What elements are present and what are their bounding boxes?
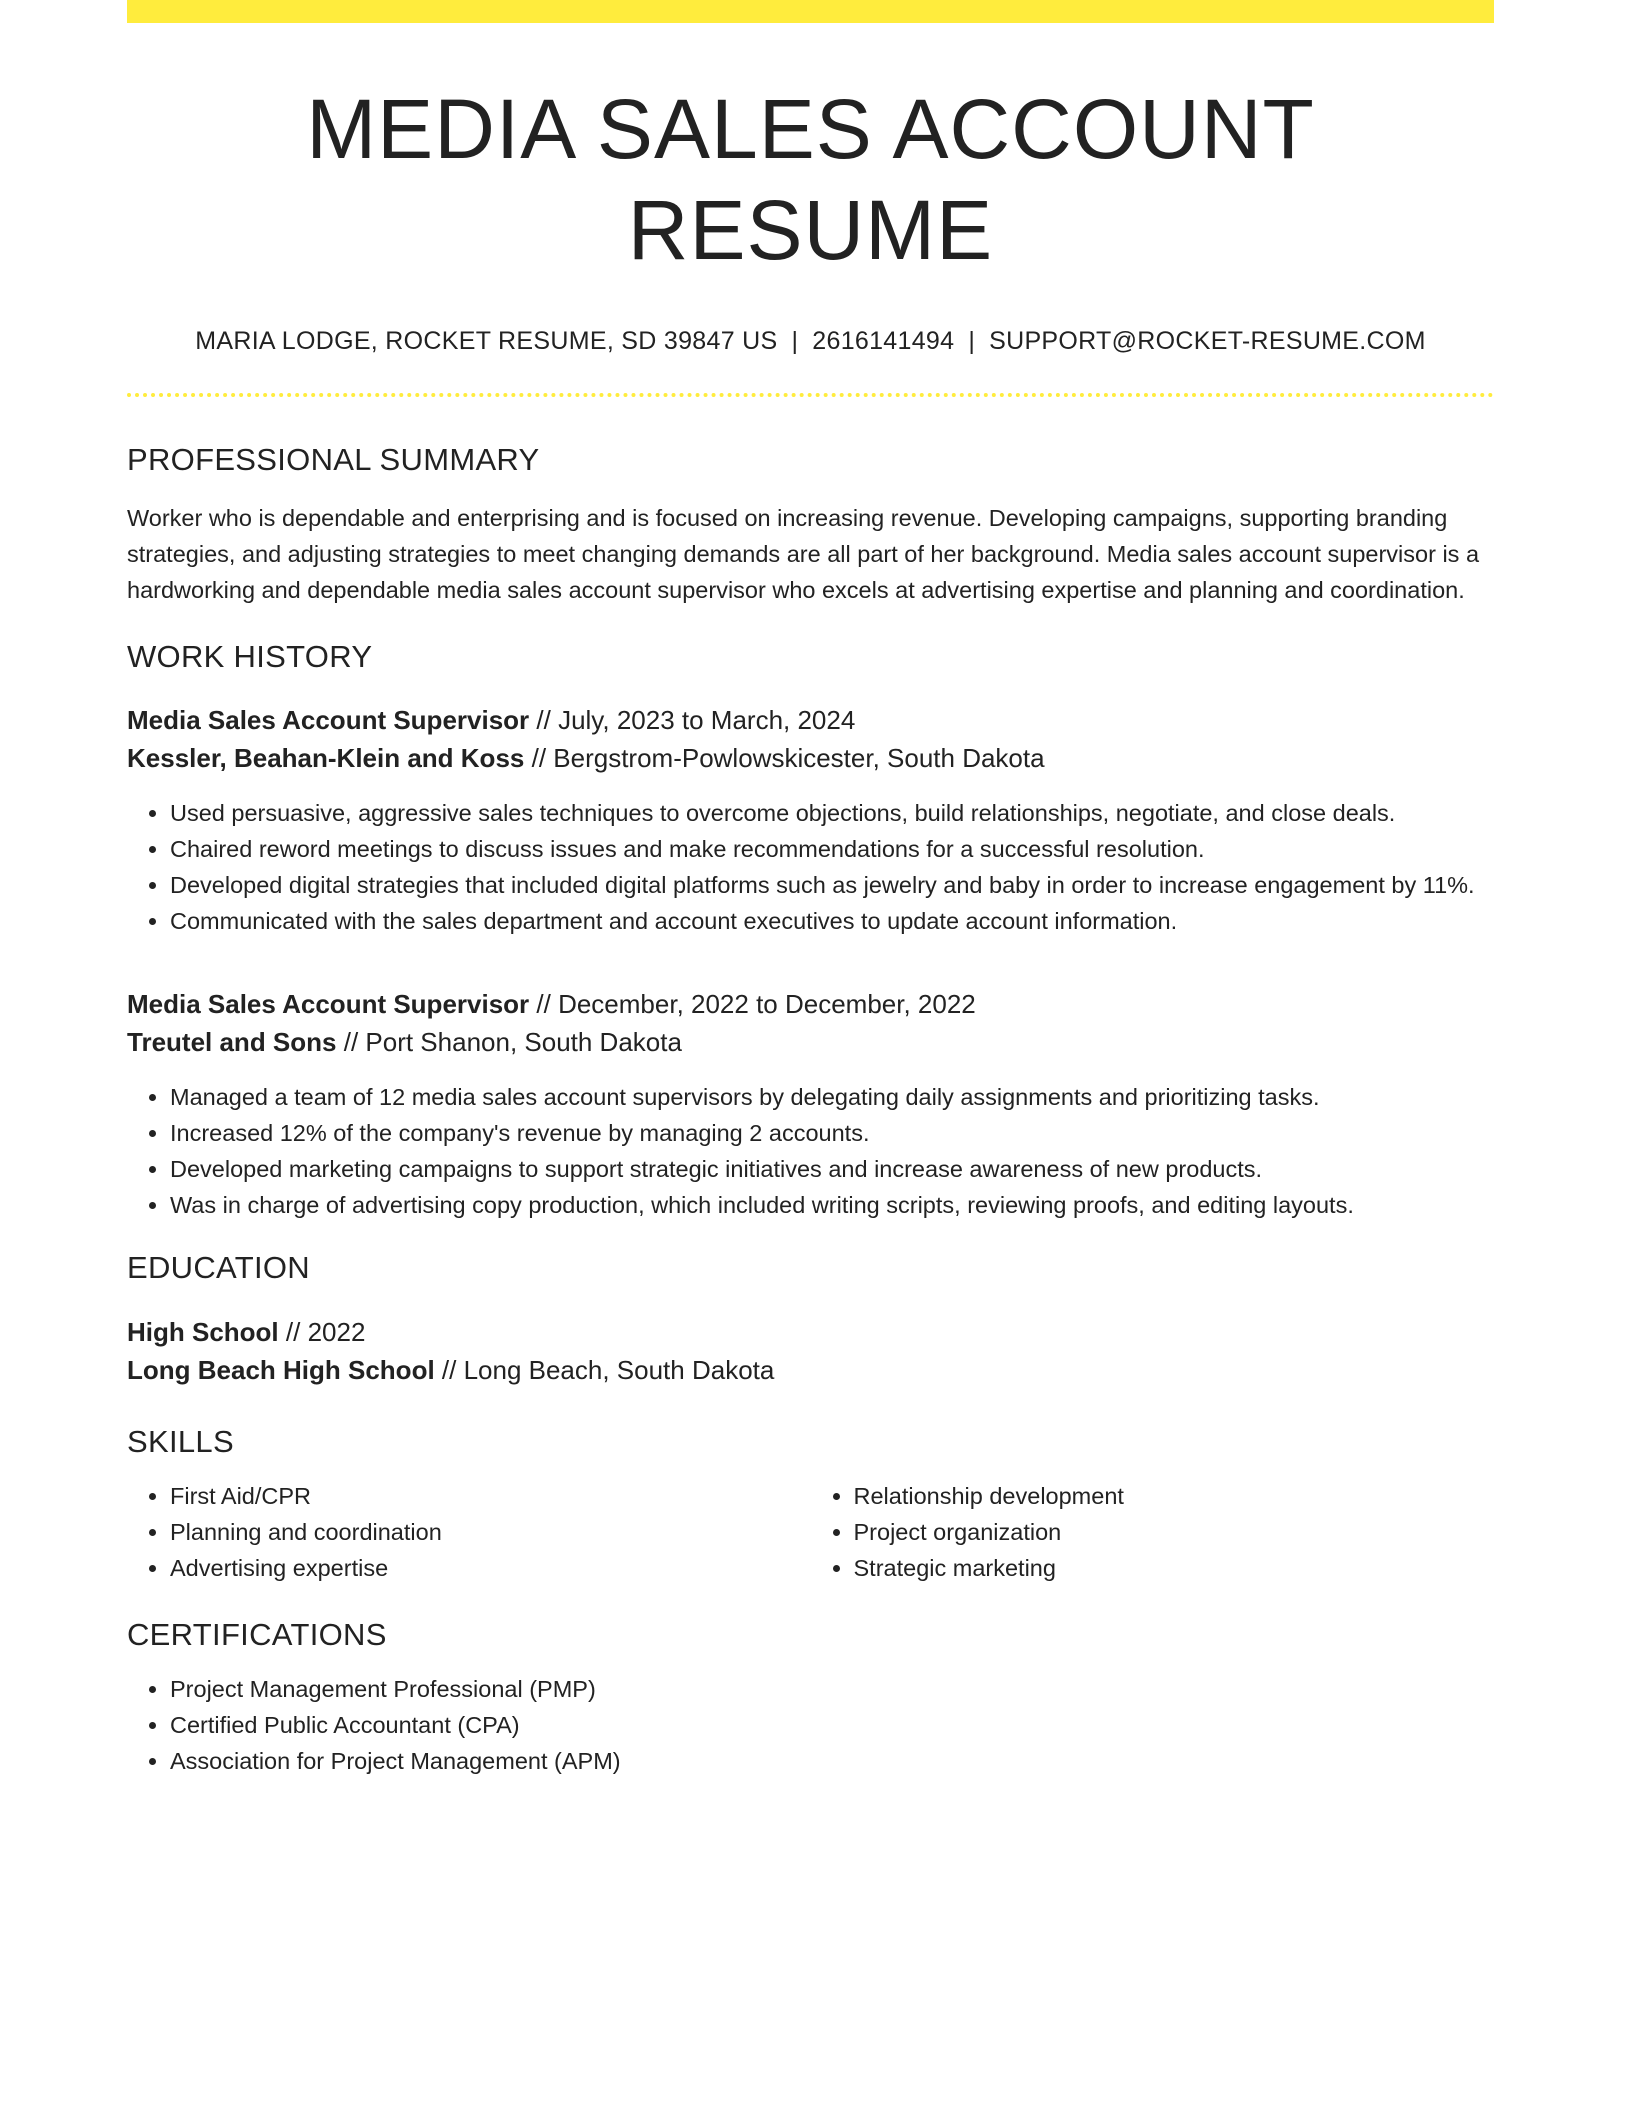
list-item: • Project Management Professional (PMP) bbox=[170, 1671, 1494, 1707]
contact-email: SUPPORT@ROCKET-RESUME.COM bbox=[989, 326, 1426, 355]
job-entry bbox=[127, 985, 1494, 1223]
contact-separator: | bbox=[791, 326, 799, 355]
list-item: • Used persuasive, aggressive sales techniques to overcome objections, build relationships, negotiate, and close deals. bbox=[170, 795, 1494, 831]
certifications-list bbox=[127, 1671, 1494, 1779]
list-item: • Managed a team of 12 media sales account supervisors by delegating daily assignments and prioritizing tasks. bbox=[170, 1079, 1494, 1115]
list-item: • Developed marketing campaigns to support strategic initiatives and increase awareness of new products. bbox=[170, 1151, 1494, 1187]
job-bullets bbox=[127, 1079, 1494, 1223]
list-item: • Communicated with the sales department and account executives to update account information. bbox=[170, 903, 1494, 939]
job-title-line bbox=[127, 985, 1494, 1023]
accent-top-bar bbox=[127, 0, 1494, 23]
list-item: • Increased 12% of the company's revenue by managing 2 accounts. bbox=[170, 1115, 1494, 1151]
job-location: // Bergstrom-Powlowskicester, South Dakota bbox=[524, 743, 1045, 774]
job-title: Media Sales Account Supervisor bbox=[127, 705, 530, 736]
list-item: • Certified Public Accountant (CPA) bbox=[170, 1707, 1494, 1743]
list-item: • Chaired reword meetings to discuss issues and make recommendations for a successful resolution. bbox=[170, 831, 1494, 867]
school-location: // Long Beach, South Dakota bbox=[434, 1354, 775, 1385]
school-line bbox=[127, 1351, 1494, 1389]
job-company: Treutel and Sons bbox=[127, 1027, 337, 1058]
skills-heading: SKILLS bbox=[127, 1423, 234, 1459]
certifications-heading: CERTIFICATIONS bbox=[127, 1616, 387, 1652]
summary-heading: PROFESSIONAL SUMMARY bbox=[127, 442, 540, 478]
resume-title: MEDIA SALES ACCOUNT RESUME bbox=[306, 82, 1315, 277]
school-name: Long Beach High School bbox=[127, 1354, 435, 1385]
skills-right-column bbox=[811, 1478, 1495, 1586]
degree: High School bbox=[127, 1316, 279, 1347]
list-item: • Developed digital strategies that included digital platforms such as jewelry and baby in order to increase engagement by 11%. bbox=[170, 867, 1494, 903]
job-entry bbox=[127, 701, 1494, 939]
list-item: • Association for Project Management (APM) bbox=[170, 1743, 1494, 1779]
degree-line bbox=[127, 1313, 1494, 1351]
contact-phone: 2616141494 bbox=[812, 326, 955, 355]
job-dates: // December, 2022 to December, 2022 bbox=[529, 989, 976, 1020]
summary-text: Worker who is dependable and enterprising and is focused on increasing revenue. Developing campaigns, supporting branding strategies, and adjusting strategies to meet changing demands are all part of her background. Media sales account supervisor is a hardworking and dependable media sales account supervisor who excels at advertising expertise and planning and coordination. bbox=[127, 505, 1480, 604]
list-item: • Project organization bbox=[854, 1514, 1495, 1550]
list-item: • Strategic marketing bbox=[854, 1550, 1495, 1586]
list-item: • First Aid/CPR bbox=[170, 1478, 811, 1514]
list-item: • Advertising expertise bbox=[170, 1550, 811, 1586]
job-dates: // July, 2023 to March, 2024 bbox=[529, 705, 856, 736]
list-item: • Planning and coordination bbox=[170, 1514, 811, 1550]
education-entry bbox=[127, 1313, 1494, 1389]
resume-content bbox=[127, 23, 1494, 1779]
list-item: • Relationship development bbox=[854, 1478, 1495, 1514]
job-company: Kessler, Beahan-Klein and Koss bbox=[127, 743, 525, 774]
job-company-line bbox=[127, 1023, 1494, 1061]
contact-line bbox=[127, 325, 1494, 358]
job-location: // Port Shanon, South Dakota bbox=[336, 1027, 682, 1058]
contact-address: MARIA LODGE, ROCKET RESUME, SD 39847 US bbox=[195, 326, 778, 355]
job-title: Media Sales Account Supervisor bbox=[127, 989, 530, 1020]
list-item: • Was in charge of advertising copy production, which included writing scripts, reviewing proofs, and editing layouts. bbox=[170, 1187, 1494, 1223]
education-year: // 2022 bbox=[278, 1316, 366, 1347]
job-title-line bbox=[127, 701, 1494, 739]
education-heading: EDUCATION bbox=[127, 1250, 310, 1286]
contact-separator: | bbox=[968, 326, 976, 355]
dotted-divider bbox=[127, 393, 1494, 397]
job-company-line bbox=[127, 739, 1494, 777]
skills-left-column bbox=[127, 1478, 811, 1586]
skills-grid bbox=[127, 1478, 1494, 1586]
work-history-heading: WORK HISTORY bbox=[127, 639, 373, 675]
job-bullets bbox=[127, 795, 1494, 939]
